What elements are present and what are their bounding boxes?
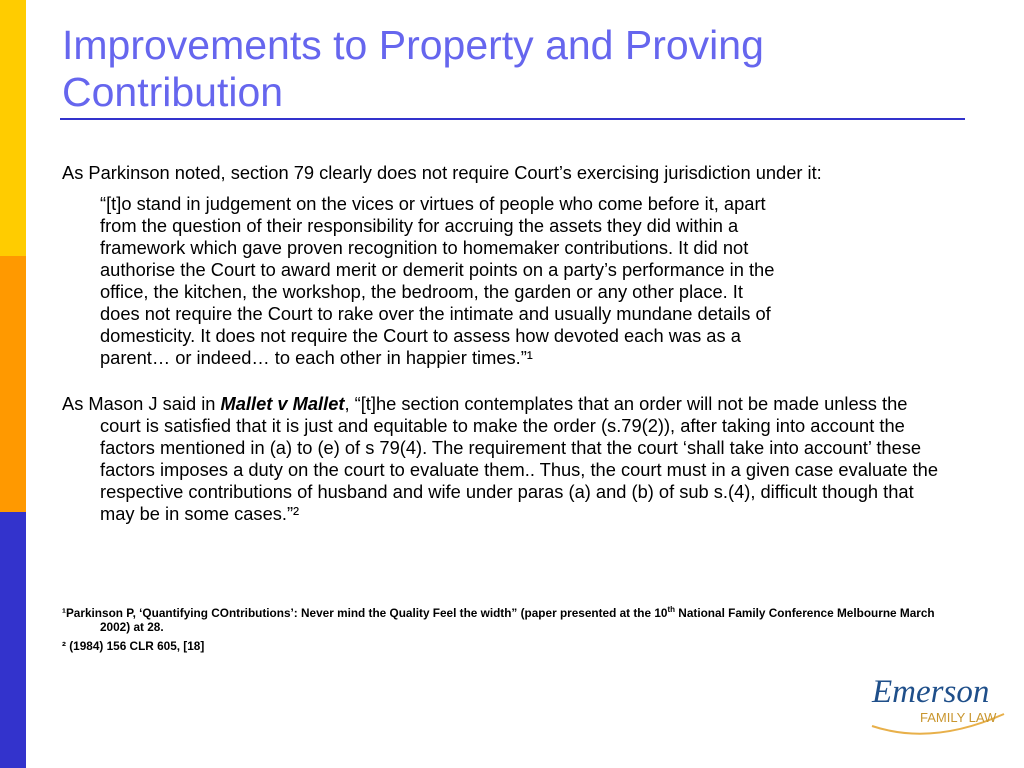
sidebar-accent [0,0,26,768]
footnote-1 [62,603,942,634]
quote-line: does not require the Court to rake over the intimate and usually mundane details of [100,303,771,324]
mason-lead: As Mason J said in [62,393,221,414]
quote-line: authorise the Court to award merit or demerit points on a party’s performance in the [100,259,775,280]
quote-line: parent… or indeed… to each other in happier times.”¹ [100,347,533,368]
footnote-1-text-b: National Family Conference Melbourne March 2002) at 28. [100,605,935,634]
logo-name: Emerson [872,674,990,710]
footnote-1-marker: ¹ [62,605,66,620]
quote-line: “[t]o stand in judgement on the vices or virtues of people who come before it, apart [100,193,766,214]
title-underline [60,118,965,120]
quote-line: from the question of their responsibility for accruing the assets they did within a [100,215,739,236]
case-name-mallet: Mallet v Mallet [220,393,345,414]
emerson-family-law-logo [862,668,1012,748]
logo-subtitle: FAMILY LAW [920,710,997,725]
sidebar-yellow-bar [0,0,26,256]
footnote-1-text-a: Parkinson P, ‘Quantifying COntributions’: Never mind the Quality Feel the width” (paper presented at the 10 [65,605,668,620]
quote-line: office, the kitchen, the workshop, the bedroom, the garden or any other place. It [100,281,743,302]
sidebar-blue-bar [0,512,26,768]
footnotes [62,603,942,658]
quote-line: framework which gave proven recognition to homemaker contributions. It did not [100,237,749,258]
slide-title: Improvements to Property and Proving Contribution [62,22,764,115]
slide-body [62,162,952,525]
footnote-2: ² (1984) 156 CLR 605, [18] [62,638,205,653]
parkinson-quote [62,193,952,369]
footnote-1-superscript: th [667,605,676,614]
paragraph-parkinson: As Parkinson noted, section 79 clearly does not require Court’s exercising jurisdiction under it: [62,162,822,183]
quote-line: domesticity. It does not require the Court to assess how devoted each was as a [100,325,741,346]
paragraph-mason [62,393,952,525]
mason-quote: , “[t]he section contemplates that an order will not be made unless the court is satisfied that it is just and equitable to make the order (s.79(2)), after taking into account the factors mentioned in (a) to (e) of s 79(4). The requirement that the court ‘shall take into account’ these factors imposes a duty on the court to evaluate them.. Thus, the court must in a given case evaluate the respective contributions of husband and wife under paras (a) and (b) of sub s.(4), difficult though that may be in some cases.”² [100,393,939,524]
sidebar-orange-bar [0,256,26,512]
